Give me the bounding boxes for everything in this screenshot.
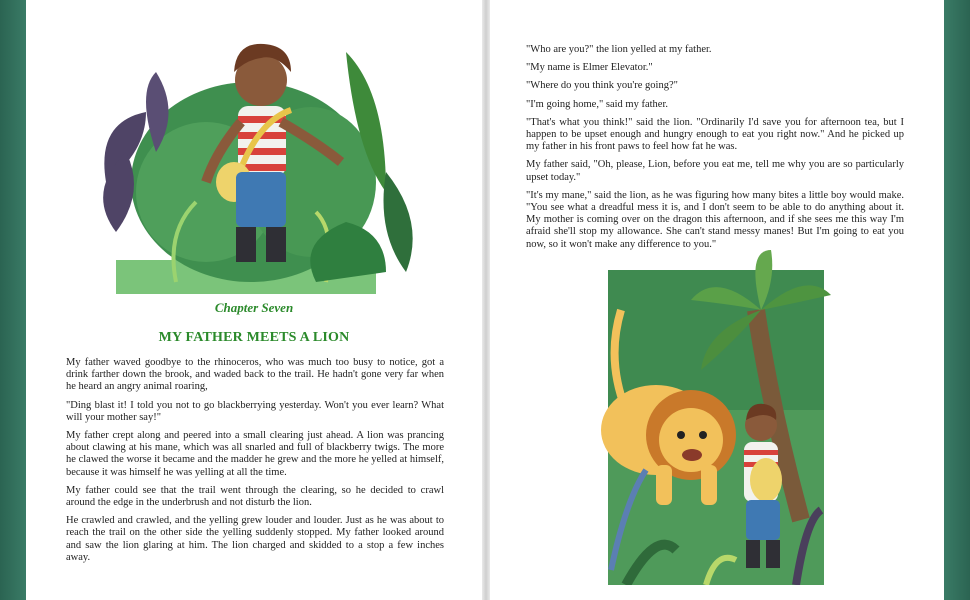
background-edge-left xyxy=(0,0,26,600)
paragraph: "It's my mane," said the lion, as he was figuring how many bites a little boy would make. "You see what a dreadful mess it is, and I don't seem to be able to do anything about it. My mother is coming over on the dragon this afternoon, and if she sees me this way I'm afraid she'll stop my allowance. She can't stand messy manes! But I'm going to eat you now, so it won't make any difference to you." xyxy=(526,189,904,250)
paragraph: "Who are you?" the lion yelled at my father. xyxy=(526,44,712,55)
paragraph: "Ding blast it! I told you not to go blackberrying yesterday. Won't you ever learn? What will your mother say!" xyxy=(66,399,444,423)
paragraph: "My name is Elmer Elevator." xyxy=(526,62,653,74)
lion-and-boy-illustration xyxy=(596,250,836,585)
paragraph: My father could see that the trail went through the clearing, so he decided to crawl around the edge in the underbrush and not disturb the lion. xyxy=(66,484,444,509)
right-page-text xyxy=(526,44,904,257)
background-edge-right xyxy=(944,0,970,600)
left-page-text xyxy=(66,357,444,570)
chapter-title: MY FATHER MEETS A LION xyxy=(158,330,350,345)
chapter-label: Chapter Seven xyxy=(214,300,294,315)
boy-in-jungle-illustration xyxy=(86,32,426,294)
paragraph: "That's what you think!" said the lion. "Ordinarily I'd save you for afternoon tea, but I happen to be upset enough and hungry enough to eat you right now." And he picked up my father in his front paws to feel how fat he was. xyxy=(526,116,904,153)
paragraph: "I'm going home," said my father. xyxy=(526,98,668,110)
paragraph: "Where do you think you're going?" xyxy=(526,80,678,92)
paragraph: My father said, "Oh, please, Lion, before you eat me, tell me why you are so particularly upset today." xyxy=(526,159,904,183)
paragraph: My father waved goodbye to the rhinoceros, who was much too busy to notice, got a drink farther down the brook, and waded back to the trail. He hadn't gone very far when he heard an angry animal roaring, xyxy=(66,357,444,393)
book-gutter xyxy=(482,0,490,600)
paragraph: He crawled and crawled, and the yelling grew louder and louder. Just as he was about to reach the trail on the other side the yelling suddenly stopped. My father looked around and saw the lion glaring at him. The lion charged and skidded to a stop a few inches away. xyxy=(66,515,444,563)
paragraph: My father crept along and peered into a small clearing just ahead. A lion was prancing about clawing at his mane, which was all snarled and full of blackberry twigs. The more he clawed the worse it became and the madder he grew and the more he yelled at himself, because it was himself he was yelling at all the time. xyxy=(66,430,444,478)
